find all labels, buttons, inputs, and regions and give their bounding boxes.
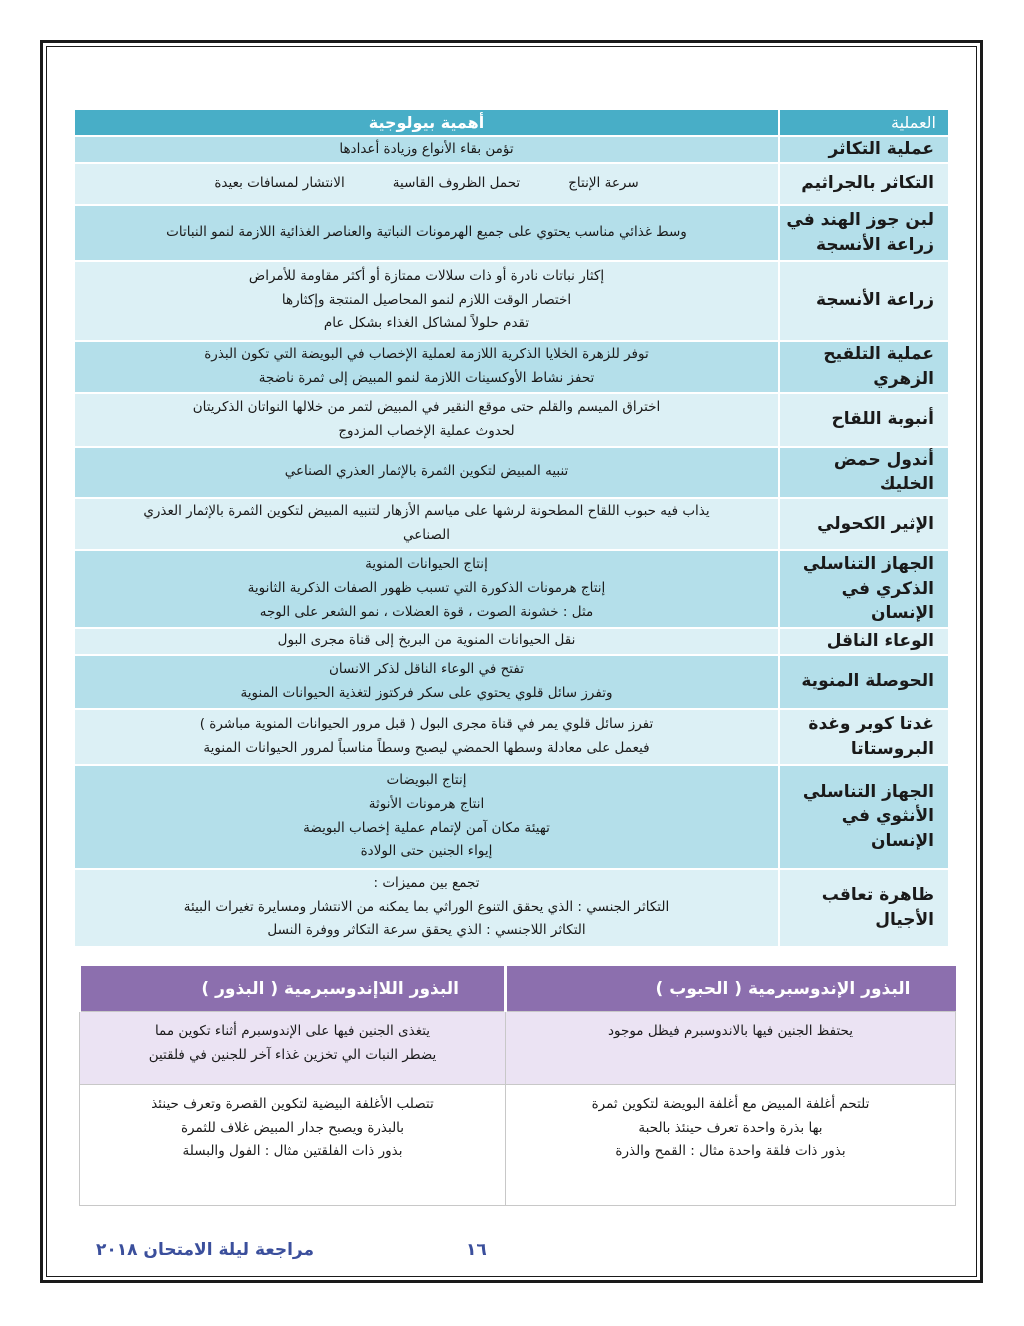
page-number: ١٦ (466, 1240, 487, 1260)
importance-cell (74, 628, 779, 655)
table-body (74, 136, 949, 947)
importance-line: إنتاج البويضات (386, 772, 467, 789)
seeds-line: بها بذرة واحدة تعرف حينئذ بالحبة (638, 1119, 823, 1136)
process-name: الوعاء الناقل (779, 628, 949, 655)
importance-item: الانتشار لمسافات بعيدة (214, 174, 345, 191)
seeds-row (80, 1012, 956, 1085)
importance-line: اختصار الوقت اللازم لنمو المحاصيل المنتجة وإكثارها (281, 291, 572, 308)
process-name: ظاهرة تعاقب الأجيال (779, 869, 949, 947)
seeds-line: بالبذرة ويصبح جدار المبيض غلاف للثمرة (180, 1119, 405, 1136)
table-row (74, 498, 949, 550)
importance-cell (74, 765, 779, 869)
importance-cell (74, 261, 779, 341)
seeds-header-row (80, 966, 956, 1012)
importance-line: التكاثر الجنسي : الذي يحقق التنوع الوراثي بما يمكنه من الانتشار ومسايرة تغيرات البيئة (183, 898, 670, 915)
process-name: عملية التكاثر (779, 136, 949, 163)
table-row (74, 765, 949, 869)
process-name: زراعة الأنسجة (779, 261, 949, 341)
importance-line: تؤمن بقاء الأنواع وزيادة أعدادها (339, 140, 514, 157)
importance-line: وسط غذائي مناسب يحتوي على جميع الهرمونات النباتية والعناصر الغذائية اللازمة لنمو النباتات (166, 223, 687, 240)
header-process: العملية (779, 109, 949, 136)
importance-line: الصناعي (402, 526, 451, 543)
table-row (74, 709, 949, 765)
process-name: الحوصلة المنوية (779, 655, 949, 709)
importance-line: وتفرز سائل قلوي يحتوي على سكر فركتوز لتغذية الحيوانات المنوية (240, 684, 613, 701)
importance-line: انتاج هرمونات الأنوثة (368, 795, 485, 812)
seeds-line: يتغذى الجنين فيها على الإندوسبرم أثناء تكوين مما (154, 1023, 431, 1039)
seeds-line: يحتفظ الجنين فيها بالاندوسبرم فيظل موجود (608, 1023, 853, 1039)
process-name: لبن جوز الهند في زراعة الأنسجة (779, 205, 949, 261)
process-name: غدتا كوبر وغدة البروستاتا (779, 709, 949, 765)
seeds-line: تلتحم أغلفة المبيض مع أغلفة البويضة لتكوين ثمرة (591, 1096, 870, 1112)
table-row (74, 869, 949, 947)
importance-cell (74, 447, 779, 498)
seeds-row (80, 1085, 956, 1206)
process-name: أنبوبة اللقاح (779, 393, 949, 447)
importance-line: تنبيه المبيض لتكوين الثمرة بالإثمار العذري الصناعي (284, 463, 569, 480)
importance-cell (74, 655, 779, 709)
importance-line: تقدم حلولاً لمشاكل الغذاء بشكل عام (323, 315, 530, 332)
table-row (74, 628, 949, 655)
header-importance: أهمية بيولوجية (74, 109, 779, 136)
seeds-comparison-table (78, 966, 956, 1206)
process-name: أندول حمض الخليك (779, 447, 949, 498)
importance-line: تهيئة مكان آمن لإتمام عملية إخصاب البويضة (303, 819, 550, 836)
table-row (74, 550, 949, 628)
importance-cell (74, 498, 779, 550)
importance-cell (74, 341, 779, 393)
process-name: الجهاز التناسلي الأنثوي في الإنسان (779, 765, 949, 869)
seeds-line: بذور ذات فلقة واحدة مثال : القمح والذرة (615, 1143, 846, 1160)
table-row (74, 136, 949, 163)
table-row (74, 205, 949, 261)
endospermic-cell (506, 1012, 956, 1085)
importance-line: إنتاج الحيوانات المنوية (365, 556, 488, 573)
importance-line: مثل : خشونة الصوت ، قوة العضلات ، نمو الشعر على الوجه (259, 603, 594, 620)
non-endospermic-cell (80, 1085, 506, 1206)
importance-line: نقل الحيوانات المنوية من البربخ إلى قناة مجرى البول (277, 632, 576, 649)
seeds-line: بذور ذات الفلقتين مثال : الفول والبسلة (182, 1143, 403, 1160)
process-name: عملية التلقيح الزهري (779, 341, 949, 393)
importance-cell (74, 205, 779, 261)
importance-cell (74, 393, 779, 447)
process-name: الجهاز التناسلي الذكري في الإنسان (779, 550, 949, 628)
importance-line: يذاب فيه حبوب اللقاح المطحونة لرشها على مياسم الأزهار لتنبيه المبيض لتكوين الثمرة بالإثمار العذري (143, 503, 710, 520)
non-endospermic-cell (80, 1012, 506, 1085)
table-header-row (74, 109, 949, 136)
header-non-endospermic-seeds: البذور اللاإندوسبرمية ( البذور ) (80, 966, 506, 1012)
table-row (74, 341, 949, 393)
importance-line: إكثار نباتات نادرة أو ذات سلالات ممتازة أو أكثر مقاومة للأمراض (248, 268, 605, 285)
importance-cell (74, 136, 779, 163)
seeds-line: يضطر النبات الي تخزين غذاء آخر للجنين في فلقتين (148, 1046, 437, 1063)
importance-line: تجمع بين مميزات : (373, 875, 480, 892)
importance-item: سرعة الإنتاج (568, 174, 639, 191)
importance-line: لحدوث عملية الإخصاب المزدوج (338, 422, 515, 439)
header-endospermic-seeds: البذور الإندوسبرمية ( الحبوب ) (506, 966, 956, 1012)
importance-line: التكاثر اللاجنسي : الذي يحقق سرعة التكاثر ووفرة النسل (267, 922, 586, 939)
table-row (74, 261, 949, 341)
importance-line: إيواء الجنين حتى الولادة (360, 843, 493, 860)
table-row (74, 447, 949, 498)
importance-line: تفتح في الوعاء الناقل لذكر الانسان (329, 660, 524, 677)
footer-title: مراجعة ليلة الامتحان ٢٠١٨ (96, 1240, 315, 1260)
importance-line: تحفز نشاط الأوكسينات اللازمة لنمو المبيض إلى ثمرة ناضجة (258, 369, 595, 386)
importance-line: إنتاج هرمونات الذكورة التي تسبب ظهور الصفات الذكرية الثانوية (247, 580, 606, 597)
process-name: التكاثر بالجراثيم (779, 163, 949, 205)
importance-cell (74, 709, 779, 765)
biological-importance-table (73, 108, 950, 948)
table-row (74, 163, 949, 205)
importance-line: توفر للزهرة الخلايا الذكرية اللازمة لعملية الإخصاب في البويضة التي تكون البذرة (204, 346, 649, 363)
seeds-line: تتصلب الأغلفة البيضية لتكوين القصرة وتعرف حينئذ (151, 1096, 434, 1112)
importance-line: اختراق الميسم والقلم حتى موقع النقير في المبيض لتمر من خلالها النواتان الذكريتان (192, 399, 661, 416)
table-row (74, 393, 949, 447)
seeds-body (80, 1012, 956, 1206)
importance-line: فيعمل على معادلة وسطها الحمضي ليصبح وسطاً مناسباً لمرور الحيوانات المنوية (203, 739, 650, 756)
importance-cell (74, 869, 779, 947)
importance-item: تحمل الظروف القاسية (392, 174, 521, 191)
importance-cell (74, 163, 779, 205)
endospermic-cell (506, 1085, 956, 1206)
table-row (74, 655, 949, 709)
importance-cell (74, 550, 779, 628)
importance-line: تفرز سائل قلوي يمر في قناة مجرى البول ( قبل مرور الحيوانات المنوية مباشرة ) (199, 715, 654, 732)
process-name: الإثير الكحولي (779, 498, 949, 550)
